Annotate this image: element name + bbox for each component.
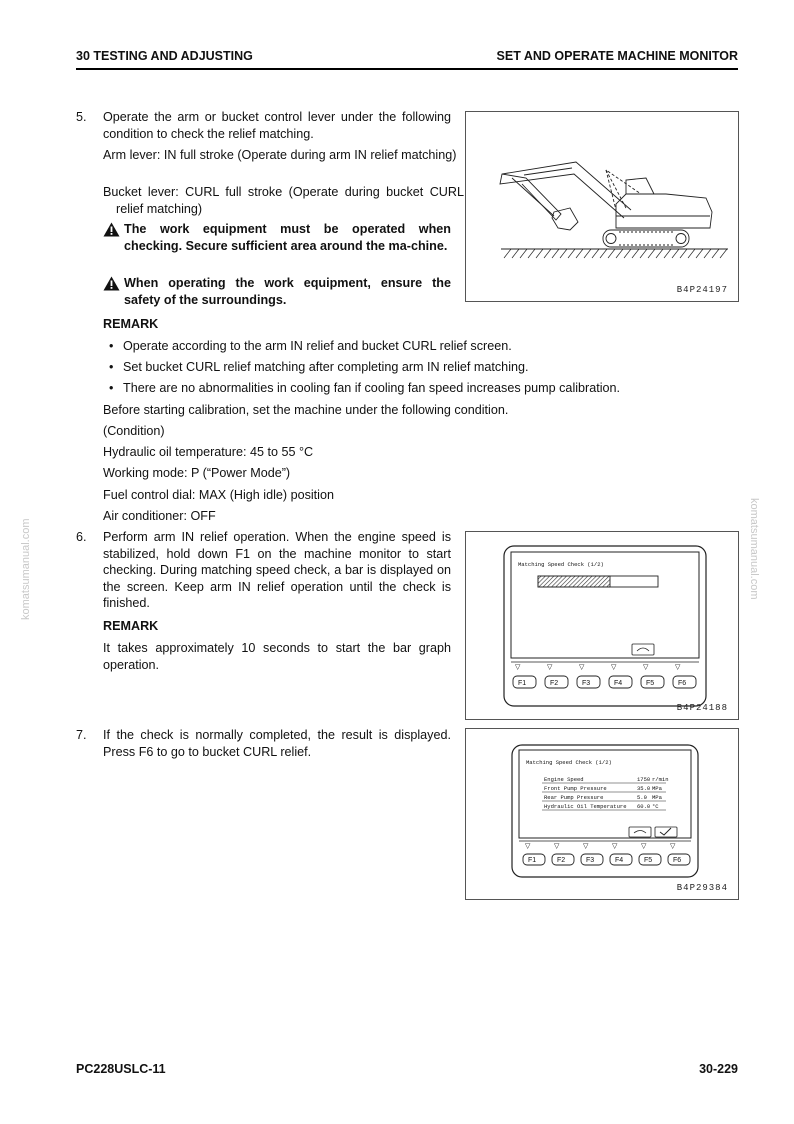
remark-item: • Set bucket CURL relief matching after completing arm IN relief matching.: [109, 360, 529, 374]
fkey-row: [513, 664, 696, 688]
step6-remark-title: REMARK: [103, 619, 159, 633]
model-name: PC228USLC-11: [76, 1062, 166, 1076]
svg-text:35.0: 35.0: [637, 785, 651, 792]
svg-text:Hydraulic Oil Temperature: Hydraulic Oil Temperature: [544, 803, 627, 810]
header-rule: [76, 68, 738, 70]
svg-text:60.0: 60.0: [637, 803, 651, 810]
condition-line: Hydraulic oil temperature: 45 to 55 °C: [103, 445, 314, 459]
before-calibration: Before starting calibration, set the machine under the following condition.: [103, 403, 509, 417]
fkey-f2[interactable]: [552, 843, 574, 865]
figure-id: B4P24188: [676, 703, 728, 713]
figure-id: B4P29384: [676, 883, 728, 893]
svg-text:MPa: MPa: [652, 794, 662, 801]
condition-line: Working mode: P (“Power Mode”): [103, 466, 291, 480]
result-row: [542, 803, 666, 810]
svg-text:▽: ▽: [641, 843, 647, 850]
svg-text:▽: ▽: [612, 843, 618, 850]
section-title: 30 TESTING AND ADJUSTING: [76, 49, 253, 63]
svg-text:F4: F4: [614, 680, 623, 687]
fkey-f1[interactable]: [523, 843, 545, 865]
svg-text:▽: ▽: [611, 664, 617, 671]
excavator-figure: [465, 111, 739, 302]
fkey-f1[interactable]: [513, 664, 536, 688]
svg-text:▽: ▽: [554, 843, 560, 850]
monitor-figure-1: [465, 531, 739, 720]
svg-text:▽: ▽: [579, 664, 585, 671]
bullet-icon: •: [109, 339, 114, 353]
screen-title: Matching Speed Check (1/2): [518, 561, 604, 568]
watermark-left: komatsumanual.com: [20, 518, 32, 620]
machine-monitor-screen-2: [466, 729, 738, 899]
fkey-f5[interactable]: [641, 664, 664, 688]
progress-bar-fill: [538, 576, 610, 587]
step5-bucket-lever: Bucket lever: CURL full stroke (Operate during bucket CURL relief matching): [103, 185, 464, 216]
fkey-f6[interactable]: [673, 664, 696, 688]
condition-line: Fuel control dial: MAX (High idle) position: [103, 488, 334, 502]
svg-text:F6: F6: [678, 680, 687, 687]
step5-number: 5.: [76, 110, 87, 124]
svg-text:F6: F6: [673, 857, 682, 864]
svg-text:F2: F2: [557, 857, 566, 864]
excavator-illustration: [466, 112, 738, 301]
bullet-icon: •: [109, 360, 114, 374]
svg-text:▽: ▽: [583, 843, 589, 850]
fkey-f2[interactable]: [545, 664, 568, 688]
svg-text:F5: F5: [646, 680, 655, 687]
step5-intro: Operate the arm or bucket control lever under the following condition to check the relief matching.: [103, 110, 451, 141]
warning-2: [103, 275, 451, 308]
svg-text:▽: ▽: [643, 664, 649, 671]
topic-title: SET AND OPERATE MACHINE MONITOR: [496, 49, 738, 63]
step6-text: Perform arm IN relief operation. When the engine speed is stabilized, hold down F1 on the machine monitor to start checking. During matching speed check, a bar is displayed on the screen. Keep arm IN relief operation until the check is finished.: [103, 530, 451, 610]
fkey-f3[interactable]: [577, 664, 600, 688]
condition-line: (Condition): [103, 424, 165, 438]
svg-text:r/min: r/min: [652, 776, 669, 783]
step6-number: 6.: [76, 530, 87, 544]
svg-text:°C: °C: [652, 803, 659, 810]
svg-text:1750: 1750: [637, 776, 651, 783]
step7-number: 7.: [76, 728, 87, 742]
bullet-icon: •: [109, 381, 114, 395]
svg-text:▽: ▽: [675, 664, 681, 671]
svg-text:Engine Speed: Engine Speed: [544, 776, 584, 783]
remark-item: • There are no abnormalities in cooling fan if cooling fan speed increases pump calibration.: [109, 381, 621, 395]
svg-text:MPa: MPa: [652, 785, 662, 792]
remark-item: • Operate according to the arm IN relief and bucket CURL relief screen.: [109, 339, 512, 353]
page-header: [76, 49, 738, 67]
step7-text: If the check is normally completed, the result is displayed. Press F6 to go to bucket CURL relief.: [103, 728, 451, 759]
warning-1-text: The work equipment must be operated when checking. Secure sufficient area around the ma-chine.: [124, 222, 451, 253]
svg-text:5.0: 5.0: [637, 794, 647, 801]
fkey-f4[interactable]: [609, 664, 632, 688]
svg-text:▽: ▽: [547, 664, 553, 671]
svg-text:F1: F1: [518, 680, 527, 687]
svg-text:F1: F1: [528, 857, 537, 864]
figure-id: B4P24197: [676, 285, 728, 295]
svg-text:F5: F5: [644, 857, 653, 864]
remark-title: REMARK: [103, 317, 159, 331]
svg-text:F4: F4: [615, 857, 624, 864]
fkey-f5[interactable]: [639, 843, 661, 865]
fkey-f4[interactable]: [610, 843, 632, 865]
svg-text:▽: ▽: [525, 843, 531, 850]
svg-text:F3: F3: [586, 857, 595, 864]
svg-text:F3: F3: [582, 680, 591, 687]
step5-arm-lever: Arm lever: IN full stroke (Operate during arm IN relief matching): [103, 148, 457, 162]
page-number: 30-229: [699, 1062, 738, 1076]
svg-text:Front Pump Pressure: Front Pump Pressure: [544, 785, 607, 792]
monitor-figure-2: [465, 728, 739, 900]
watermark-right: komatsumanual.com: [748, 498, 760, 600]
svg-text:▽: ▽: [515, 664, 521, 671]
machine-monitor-screen-1: [466, 532, 738, 719]
warning-icon: [103, 222, 120, 237]
page-footer: [76, 1062, 738, 1076]
warning-1: [103, 221, 451, 254]
fkey-row: [523, 843, 690, 865]
svg-text:Rear Pump Pressure: Rear Pump Pressure: [544, 794, 604, 801]
step6-remark: It takes approximately 10 seconds to start the bar graph operation.: [103, 641, 451, 672]
warning-icon: [103, 276, 120, 291]
svg-text:▽: ▽: [670, 843, 676, 850]
fkey-f3[interactable]: [581, 843, 603, 865]
svg-text:F2: F2: [550, 680, 559, 687]
result-row: [542, 785, 666, 792]
screen-title: Matching Speed Check (1/2): [526, 759, 612, 766]
warning-2-text: When operating the work equipment, ensure the safety of the surroundings.: [124, 276, 451, 307]
fkey-f6[interactable]: [668, 843, 690, 865]
condition-line: Air conditioner: OFF: [103, 509, 216, 523]
